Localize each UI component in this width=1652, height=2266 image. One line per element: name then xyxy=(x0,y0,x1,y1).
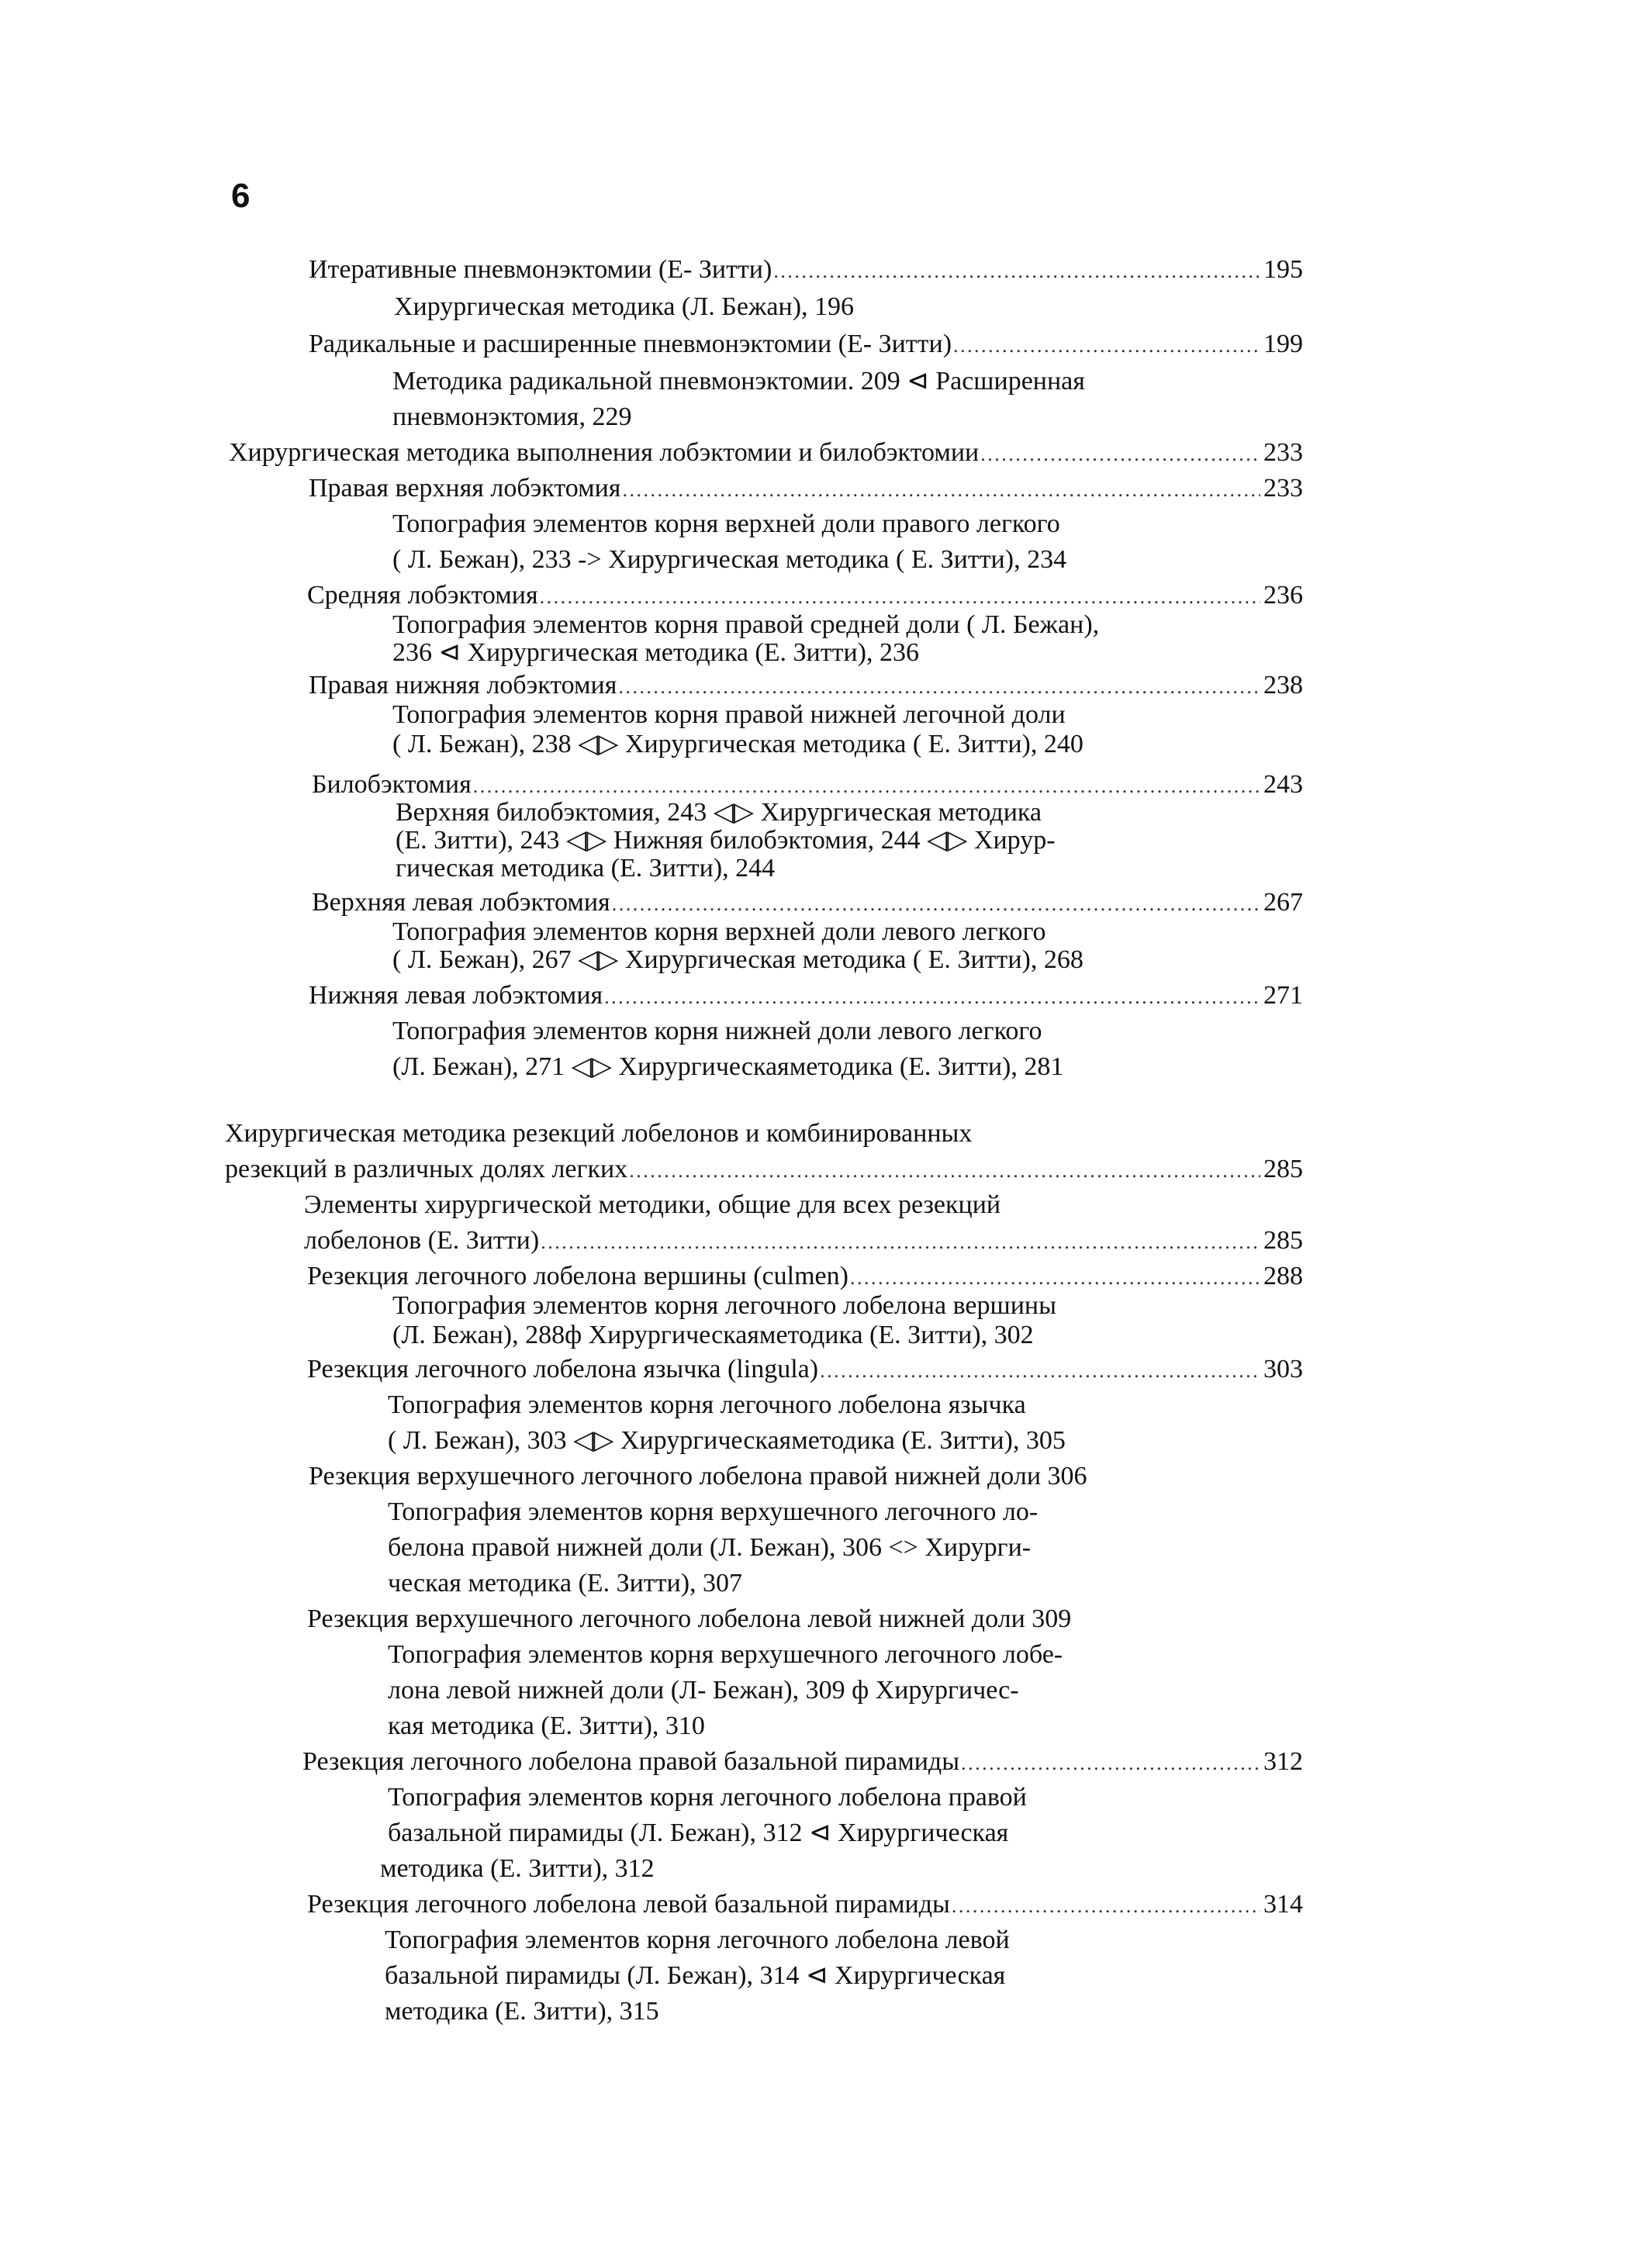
toc-subline: ( Л. Бежан), 267 ◁▷ Хирургическая методика ( Е. Зитти), 268 xyxy=(392,945,1083,974)
dot-leader xyxy=(773,254,1260,287)
toc-entry[interactable] xyxy=(304,1225,1303,1258)
toc-entry-title: Радикальные и расширенные пневмонэктомии (Е- Зитти) xyxy=(309,330,952,358)
toc-subline: лона левой нижней доли (Л- Бежан), 309 ф Хирургичес- xyxy=(388,1676,1019,1705)
toc-subline: Хирургическая методика (Л. Бежан), 196 xyxy=(394,292,855,321)
toc-subline: Элементы хирургической методики, общие для всех резекций xyxy=(304,1190,1001,1219)
dot-leader xyxy=(980,437,1260,470)
toc-entry-title: Резекция легочного лобелона язычка (lingula) xyxy=(307,1355,819,1383)
toc-entry[interactable] xyxy=(309,980,1303,1013)
toc-section-entry[interactable] xyxy=(229,437,1303,470)
toc-entry-title: Хирургическая методика выполнения лобэктомии и билобэктомии xyxy=(229,438,980,467)
toc-subline: Методика радикальной пневмонэктомии. 209 ⊲ Расширенная xyxy=(392,367,1085,396)
toc-entry[interactable] xyxy=(309,670,1303,703)
toc-subline: гическая методика (Е. Зитти), 244 xyxy=(396,854,776,883)
dot-leader xyxy=(622,473,1260,506)
toc-subline: Топография элементов корня легочного лобелона язычка xyxy=(388,1390,1026,1419)
toc-subline: методика (Е. Зитти), 312 xyxy=(380,1854,655,1883)
toc-page-number: 195 xyxy=(1263,255,1303,284)
toc-page-number: 267 xyxy=(1263,888,1303,917)
toc-subline: Топография элементов корня верхушечного легочного ло- xyxy=(388,1497,1039,1526)
toc-page-number: 238 xyxy=(1263,671,1303,699)
dot-leader xyxy=(952,1889,1260,1922)
toc-subline: ( Л. Бежан), 303 ◁▷ Хирургическаяметодика (Е. Зитти), 305 xyxy=(388,1426,1066,1455)
toc-page-number: 199 xyxy=(1263,330,1303,358)
toc-entry[interactable] xyxy=(309,329,1303,361)
toc-subline: базальной пирамиды (Л. Бежан), 312 ⊲ Хирургическая xyxy=(388,1819,1009,1847)
toc-subline: базальной пирамиды (Л. Бежан), 314 ⊲ Хирургическая xyxy=(385,1961,1006,1990)
toc-page-number: 243 xyxy=(1263,770,1303,799)
dot-leader xyxy=(541,1225,1260,1258)
toc-subline: белона правой нижней доли (Л. Бежан), 306 <> Хирурги- xyxy=(388,1533,1032,1562)
toc-subline: (Е. Зитти), 243 ◁▷ Нижняя билобэктомия, 244 ◁▷ Хирур- xyxy=(396,826,1056,855)
toc-subline: пневмонэктомия, 229 xyxy=(392,402,632,431)
toc-entry-title: Правая нижняя лобэктомия xyxy=(309,671,617,699)
toc-entry[interactable] xyxy=(309,473,1303,506)
page-number: 6 xyxy=(231,177,251,215)
toc-page-number: 312 xyxy=(1263,1747,1303,1776)
toc-page-number: 271 xyxy=(1263,981,1303,1010)
toc-entry[interactable] xyxy=(307,1354,1303,1387)
toc-subline: Топография элементов корня правой средней доли ( Л. Бежан), xyxy=(392,610,1100,639)
toc-page-number: 285 xyxy=(1263,1155,1303,1183)
toc-entry[interactable] xyxy=(312,887,1303,920)
toc-subline: Верхняя билобэктомия, 243 ◁▷ Хирургическая методика xyxy=(396,798,1042,827)
toc-entry-title: Итеративные пневмонэктомии (Е- Зитти) xyxy=(309,255,772,284)
toc-entry[interactable] xyxy=(307,1261,1303,1294)
dot-leader xyxy=(850,1261,1260,1294)
toc-subline: Топография элементов корня верхней доли левого легкого xyxy=(392,917,1046,946)
toc-section-title: Хирургическая методика резекций лобелонов и комбинированных xyxy=(225,1119,973,1148)
dot-leader xyxy=(540,580,1260,613)
toc-page-number: 233 xyxy=(1263,438,1303,467)
dot-leader xyxy=(629,1154,1260,1187)
toc-subline: Топография элементов корня легочного лобелона правой xyxy=(388,1783,1027,1812)
toc-subline: (Л. Бежан), 271 ◁▷ Хирургическаяметодика (Е. Зитти), 281 xyxy=(392,1052,1064,1081)
toc-entry-title: лобелонов (Е. Зитти) xyxy=(304,1226,540,1255)
toc-subline: кая методика (Е. Зитти), 310 xyxy=(388,1712,705,1740)
toc-entry-inline-page[interactable]: Резекция верхушечного легочного лобелона правой нижней доли 306 xyxy=(309,1462,1087,1491)
toc-subline: Топография элементов корня правой нижней легочной доли xyxy=(392,700,1066,729)
dot-leader xyxy=(953,329,1260,361)
toc-subline: ( Л. Бежан), 233 -> Хирургическая методика ( Е. Зитти), 234 xyxy=(392,545,1067,574)
toc-entry[interactable] xyxy=(302,1746,1303,1779)
toc-entry-title: Правая верхняя лобэктомия xyxy=(309,474,621,503)
toc-subline: Топография элементов корня нижней доли левого легкого xyxy=(392,1017,1042,1045)
toc-subline: 236 ⊲ Хирургическая методика (Е. Зитти), 236 xyxy=(392,638,919,667)
toc-page-number: 236 xyxy=(1263,581,1303,610)
toc-entry[interactable] xyxy=(307,580,1303,613)
dot-leader xyxy=(820,1354,1260,1387)
toc-entry[interactable] xyxy=(307,1889,1303,1922)
toc-subline: Топография элементов корня верхней доли правого легкого xyxy=(392,510,1060,538)
toc-subline: Топография элементов корня легочного лобелона вершины xyxy=(392,1291,1056,1320)
toc-entry-inline-page[interactable]: Резекция верхушечного легочного лобелона левой нижней доли 309 xyxy=(307,1605,1072,1633)
toc-page-number: 285 xyxy=(1263,1226,1303,1255)
toc-subline: Топография элементов корня верхушечного легочного лобе- xyxy=(388,1640,1063,1669)
toc-entry-title: резекций в различных долях легких xyxy=(225,1155,628,1183)
toc-subline: (Л. Бежан), 288ф Хирургическаяметодика (Е. Зитти), 302 xyxy=(392,1321,1034,1349)
toc-page-number: 288 xyxy=(1263,1262,1303,1290)
toc-page-number: 233 xyxy=(1263,474,1303,503)
toc-entry-title: Билобэктомия xyxy=(312,770,472,799)
toc-entry[interactable] xyxy=(309,254,1303,287)
toc-entry-title: Нижняя левая лобэктомия xyxy=(309,981,603,1010)
toc-subline: Топография элементов корня легочного лобелона левой xyxy=(385,1926,1010,1954)
toc-entry-title: Резекция легочного лобелона правой базальной пирамиды xyxy=(302,1747,960,1776)
toc-entry-title: Средняя лобэктомия xyxy=(307,581,538,610)
toc-entry-title: Резекция легочного лобелона левой базальной пирамиды xyxy=(307,1890,950,1919)
dot-leader xyxy=(604,980,1260,1013)
dot-leader xyxy=(612,887,1260,920)
toc-subline: ческая методика (Е. Зитти), 307 xyxy=(388,1569,743,1598)
dot-leader xyxy=(618,670,1260,703)
toc-subline: методика (Е. Зитти), 315 xyxy=(385,1997,659,2026)
toc-subline: ( Л. Бежан), 238 ◁▷ Хирургическая методика ( Е. Зитти), 240 xyxy=(392,730,1083,758)
toc-section-entry[interactable] xyxy=(225,1154,1303,1187)
toc-entry-title: Верхняя левая лобэктомия xyxy=(312,888,610,917)
toc-page-number: 314 xyxy=(1263,1890,1303,1919)
toc-entry-title: Резекция легочного лобелона вершины (culmen) xyxy=(307,1262,848,1290)
toc-page-number: 303 xyxy=(1263,1355,1303,1383)
dot-leader xyxy=(961,1746,1260,1779)
